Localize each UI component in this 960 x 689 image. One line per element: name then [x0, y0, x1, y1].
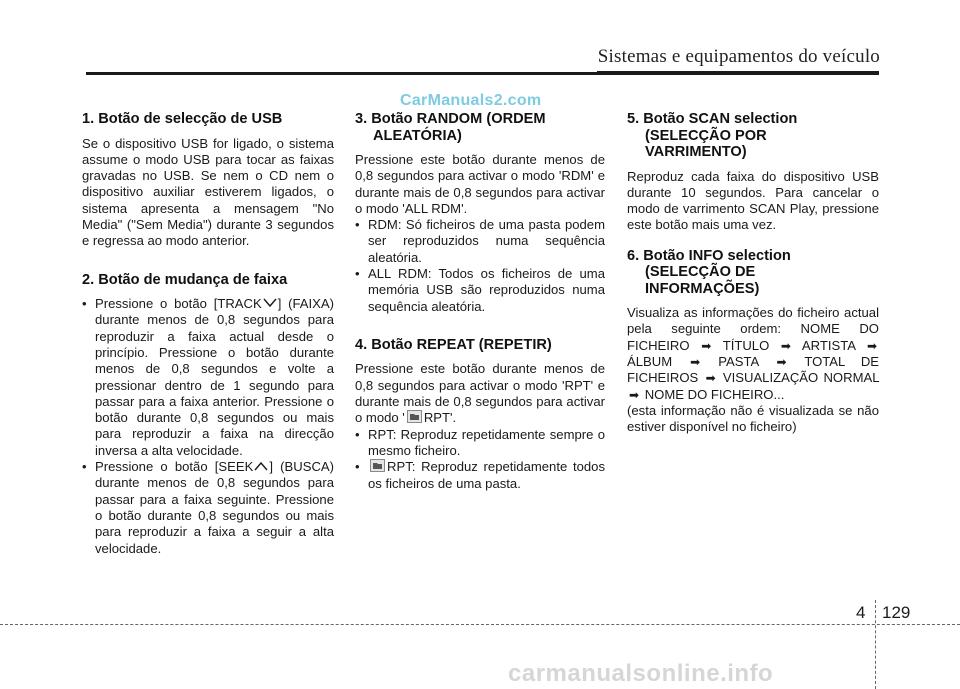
info-sequence-item: TOTAL DE FICHEIROS — [627, 354, 880, 386]
arrow-right-icon: ➡ — [780, 338, 791, 353]
section-6-title-cont: (SELECÇÃO DE — [645, 264, 756, 281]
info-sequence-item: NOME DO FICHEIRO... — [644, 386, 785, 402]
column-3 — [627, 111, 879, 436]
section-5-heading — [627, 111, 879, 161]
section-3-title: Botão RANDOM (ORDEM — [371, 111, 546, 127]
list-item-text: ] (FAIXA) durante menos de 0,8 segundos para reproduzir a faixa actual desde o princípio. Pressione o botão durante menos de 0,8 segundos e volte a pressionar dentro de 1 segundo para passar para a faixa anterior. Pressione o botão durante 0,8 segundos ou mais para reproduzir a faixa na direcção inversa a alta velocidade. — [95, 296, 334, 458]
section-4-heading — [355, 337, 605, 354]
list-item — [82, 296, 334, 459]
section-4-body-text: Pressione este botão durante menos de 0,8 segundos para activar o modo 'RPT' e durante mais de 0,8 segundos para activar o modo ' — [355, 361, 605, 426]
folder-icon — [370, 459, 385, 472]
section-4-body — [355, 361, 605, 426]
section-5-title: Botão SCAN selection — [643, 111, 798, 127]
section-5-title-cont: (SELECÇÃO POR — [645, 127, 767, 144]
column-1 — [82, 111, 334, 557]
list-item-text: Pressione o botão [TRACK — [95, 296, 262, 312]
chevron-up-icon — [254, 461, 268, 471]
info-sequence-item: ARTISTA — [801, 337, 856, 353]
info-sequence-item: PASTA — [718, 354, 759, 370]
section-3-title-cont: ALEATÓRIA) — [373, 127, 462, 144]
info-sequence-item: TÍTULO — [722, 337, 770, 353]
section-3-number: 3. — [355, 111, 368, 127]
section-6-note: (esta informação não é visualizada se não estiver disponível no ficheiro) — [627, 402, 879, 435]
watermark-top: CarManuals2.com — [400, 92, 542, 109]
section-4-title: Botão REPEAT (REPETIR) — [371, 336, 552, 353]
list-item: • RDM: Só ficheiros de uma pasta podem ser reproduzidos numa sequência aleatória. — [355, 217, 605, 266]
watermark-bottom: carmanualsonline.info — [508, 660, 774, 687]
list-item — [355, 459, 605, 492]
section-6-title-cont: INFORMAÇÕES) — [645, 280, 760, 297]
section-2-title: Botão de mudança de faixa — [98, 271, 288, 288]
list-item: • ALL RDM: Todos os ficheiros de uma memória USB são reproduzidos numa sequência aleatória. — [355, 266, 605, 315]
section-1-title: Botão de selecção de USB — [98, 111, 283, 127]
footer-divider — [875, 600, 876, 689]
chevron-down-icon — [263, 298, 277, 308]
section-5-body: Reproduz cada faixa do dispositivo USB durante 10 segundos. Para cancelar o modo de varrimento SCAN Play, pressione este botão mais uma vez. — [627, 168, 879, 233]
page-number: 129 — [882, 603, 911, 622]
list-item-text: Pressione o botão [SEEK — [95, 459, 254, 475]
arrow-right-icon: ➡ — [701, 338, 712, 353]
section-3-body: Pressione este botão durante menos de 0,8 segundos para activar o modo 'RDM' e durante mais de 0,8 segundos para activar o modo 'ALL RDM'. — [355, 152, 605, 216]
section-1-heading — [82, 111, 334, 128]
page-header-title: Sistemas e equipamentos do veículo — [597, 46, 880, 67]
list-item-text: ] (BUSCA) durante menos de 0,8 segundos para passar para a faixa seguinte. Pressione o botão durante 0,8 segundos ou mais para reproduzir a faixa a seguir a alta velocidade. — [95, 459, 334, 556]
section-4-body-text: RPT'. — [423, 410, 457, 426]
section-6-heading — [627, 248, 879, 298]
section-5-number: 5. — [627, 111, 640, 127]
footer-rule — [0, 624, 960, 625]
section-6-title: Botão INFO selection — [643, 247, 791, 264]
info-sequence-item: ÁLBUM — [627, 354, 673, 370]
column-2 — [355, 111, 605, 492]
section-2-heading — [82, 272, 334, 289]
list-item: • RPT: Reproduz repetidamente sempre o mesmo ficheiro. — [355, 427, 605, 460]
section-4-number: 4. — [355, 336, 368, 353]
section-6-body — [627, 305, 879, 403]
arrow-right-icon: ➡ — [690, 355, 701, 370]
section-5-title-cont: VARRIMENTO) — [645, 144, 747, 160]
folder-icon — [407, 410, 422, 423]
section-6-number: 6. — [627, 247, 640, 264]
list-item — [82, 459, 334, 557]
info-sequence-item: VISUALIZAÇÃO NORMAL — [722, 370, 880, 386]
arrow-right-icon: ➡ — [705, 371, 716, 386]
section-3-heading — [355, 111, 605, 144]
section-3-list — [355, 217, 605, 315]
section-1-body: Se o dispositivo USB for ligado, o sistema assume o modo USB para tocar as faixas gravadas no USB. Se nem o CD nem o dispositivo auxiliar estiverem ligados, o sistema apresenta a mensagem "No Media" ("Sem Media") durante 3 segundos e regressa ao modo anterior. — [82, 135, 334, 249]
arrow-right-icon: ➡ — [776, 355, 787, 370]
section-number: 4 — [856, 603, 866, 622]
section-2-list — [82, 296, 334, 557]
section-6-body-text: Visualiza as informações do ficheiro actual pela seguinte ordem: NOME DO FICHEIRO — [627, 305, 879, 353]
section-1-number: 1. — [82, 111, 95, 127]
arrow-right-icon: ➡ — [629, 387, 640, 402]
section-2-number: 2. — [82, 271, 95, 288]
list-item-text: RPT: Reproduz repetidamente todos os ficheiros de uma pasta. — [368, 459, 605, 491]
header-rule-accent — [597, 71, 879, 75]
arrow-right-icon: ➡ — [866, 338, 877, 353]
section-4-list — [355, 427, 605, 492]
